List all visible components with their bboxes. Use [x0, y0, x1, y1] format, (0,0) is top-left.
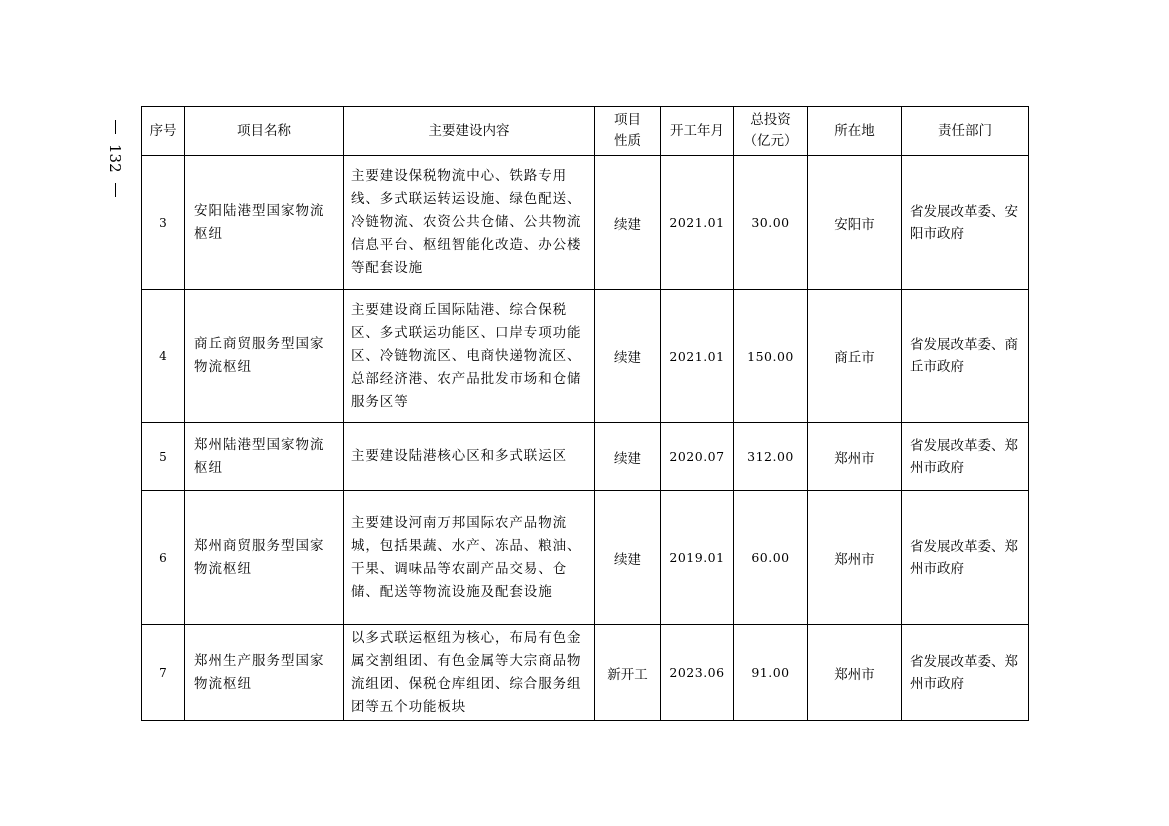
cell-seq: 7 — [142, 625, 185, 721]
cell-location: 郑州市 — [808, 491, 902, 625]
cell-nature: 续建 — [595, 290, 661, 423]
cell-investment: 30.00 — [734, 156, 808, 290]
cell-start: 2021.01 — [661, 290, 734, 423]
cell-seq: 6 — [142, 491, 185, 625]
header-content: 主要建设内容 — [344, 107, 595, 156]
cell-department: 省发展改革委、安阳市政府 — [902, 156, 1029, 290]
cell-name: 郑州商贸服务型国家物流枢纽 — [185, 491, 344, 625]
cell-department: 省发展改革委、商丘市政府 — [902, 290, 1029, 423]
table-header-row — [142, 107, 1029, 156]
cell-content: 主要建设陆港核心区和多式联运区 — [344, 423, 595, 491]
cell-seq: 5 — [142, 423, 185, 491]
cell-investment: 312.00 — [734, 423, 808, 491]
header-nature-line2: 性质 — [614, 133, 641, 149]
cell-location: 郑州市 — [808, 625, 902, 721]
cell-start: 2021.01 — [661, 156, 734, 290]
cell-content: 主要建设商丘国际陆港、综合保税区、多式联运功能区、口岸专项功能区、冷链物流区、电商快递物流区、总部经济港、农产品批发市场和仓储服务区等 — [344, 290, 595, 423]
header-location: 所在地 — [808, 107, 902, 156]
cell-investment: 150.00 — [734, 290, 808, 423]
cell-start: 2019.01 — [661, 491, 734, 625]
table-row — [142, 156, 1029, 290]
cell-seq: 3 — [142, 156, 185, 290]
cell-nature: 续建 — [595, 491, 661, 625]
cell-content: 主要建设保税物流中心、铁路专用线、多式联运转运设施、绿色配送、冷链物流、农资公共仓储、公共物流信息平台、枢纽智能化改造、办公楼等配套设施 — [344, 156, 595, 290]
header-seq: 序号 — [142, 107, 185, 156]
header-nature-line1: 项目 — [614, 112, 641, 128]
cell-name: 安阳陆港型国家物流枢纽 — [185, 156, 344, 290]
header-investment-line2: （亿元） — [743, 133, 798, 149]
cell-department: 省发展改革委、郑州市政府 — [902, 491, 1029, 625]
table-row — [142, 290, 1029, 423]
cell-location: 商丘市 — [808, 290, 902, 423]
cell-seq: 4 — [142, 290, 185, 423]
header-nature — [595, 107, 661, 156]
cell-content: 以多式联运枢纽为核心，布局有色金属交割组团、有色金属等大宗商品物流组团、保税仓库组团、综合服务组团等五个功能板块 — [344, 625, 595, 721]
cell-name: 郑州生产服务型国家物流枢纽 — [185, 625, 344, 721]
cell-nature: 续建 — [595, 156, 661, 290]
table-row — [142, 491, 1029, 625]
page-number-text: 132 — [106, 144, 124, 173]
cell-start: 2020.07 — [661, 423, 734, 491]
cell-content: 主要建设河南万邦国际农产品物流城，包括果蔬、水产、冻品、粮油、干果、调味品等农副产品交易、仓储、配送等物流设施及配套设施 — [344, 491, 595, 625]
page-number — [100, 120, 130, 230]
cell-department: 省发展改革委、郑州市政府 — [902, 423, 1029, 491]
page-number-dash-top — [115, 120, 116, 134]
table-row — [142, 423, 1029, 491]
cell-investment: 91.00 — [734, 625, 808, 721]
page-number-dash-bottom — [115, 183, 116, 197]
cell-start: 2023.06 — [661, 625, 734, 721]
cell-nature: 新开工 — [595, 625, 661, 721]
project-table — [141, 106, 1029, 721]
cell-department: 省发展改革委、郑州市政府 — [902, 625, 1029, 721]
header-start: 开工年月 — [661, 107, 734, 156]
header-investment — [734, 107, 808, 156]
cell-nature: 续建 — [595, 423, 661, 491]
table-row — [142, 625, 1029, 721]
cell-location: 郑州市 — [808, 423, 902, 491]
cell-investment: 60.00 — [734, 491, 808, 625]
cell-name: 商丘商贸服务型国家物流枢纽 — [185, 290, 344, 423]
cell-name: 郑州陆港型国家物流枢纽 — [185, 423, 344, 491]
header-name: 项目名称 — [185, 107, 344, 156]
header-department: 责任部门 — [902, 107, 1029, 156]
header-investment-line1: 总投资 — [750, 112, 791, 128]
cell-location: 安阳市 — [808, 156, 902, 290]
